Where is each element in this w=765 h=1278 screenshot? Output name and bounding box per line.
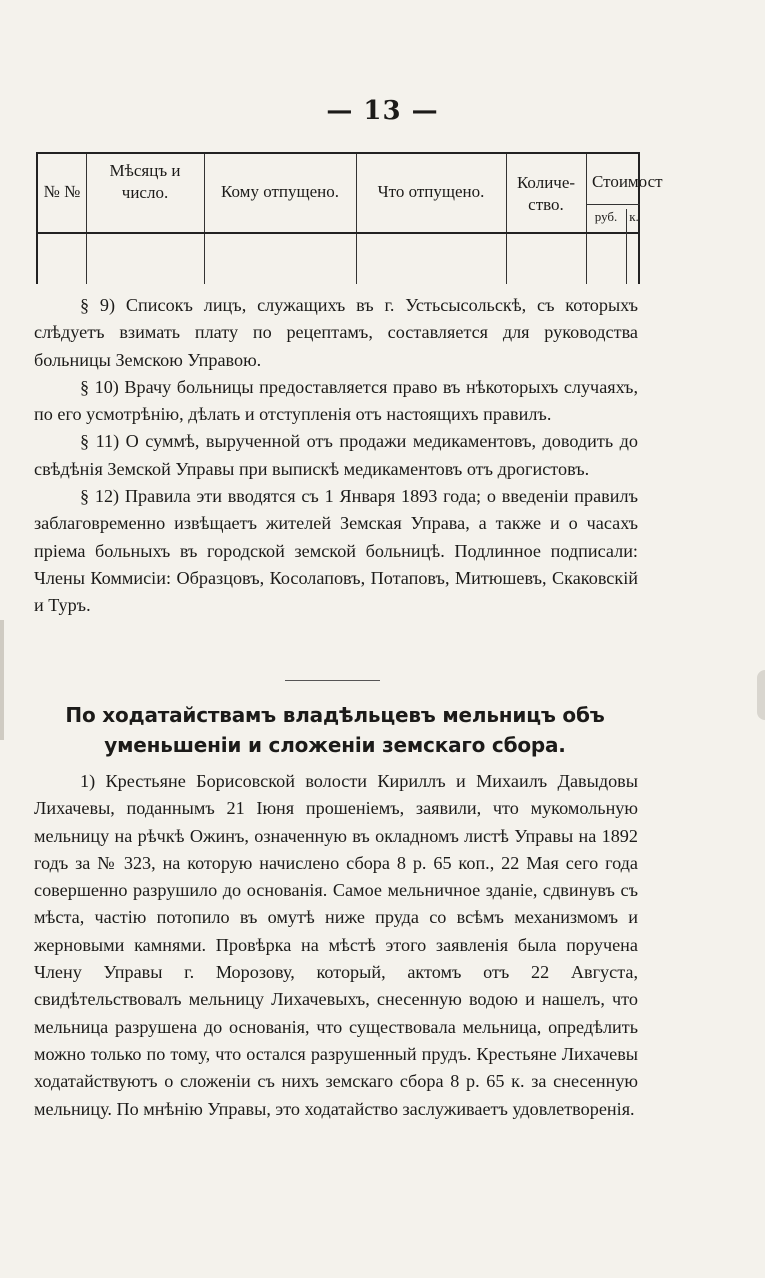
- rules-section: [34, 292, 638, 620]
- header-month-date: Мѣсяцъ и число.: [109, 161, 181, 202]
- page-edge-shadow: [0, 620, 4, 740]
- section-divider: [285, 680, 380, 681]
- header-recipient: Кому отпущено.: [221, 182, 339, 201]
- header-quantity: Количе-ство.: [516, 173, 576, 214]
- section-heading: По ходатайствамъ владѣльцевъ мельницъ объ уменьшеніи и сложеніи земскаго сбора.: [65, 703, 605, 757]
- page-number: — 13 —: [326, 96, 439, 126]
- header-item: Что отпущено.: [377, 182, 485, 201]
- kopeck-divider: [626, 232, 627, 284]
- binding-hole: [757, 670, 765, 720]
- paragraph: 1) Крестьяне Борисовской волости Кириллъ и Михаилъ Давыдовы Лихачевы, поданнымъ 21 Іюня прошеніемъ, заявили, что мукомольную мельницу на рѣчкѣ Ожинъ, означенную въ окладномъ листѣ Управы на 1892 годъ за № 323, на которую начислено сбора 8 р. 65 коп., 22 Мая сего года совершенно разрушило до основанія. Самое мельничное зданіе, сдвинувъ съ мѣста, частію потопило въ омутѣ ниже пруда со всѣмъ механизмомъ и жерновыми камнями. Провѣрка на мѣстѣ этого заявленія была поручена Члену Управы г. Морозову, который, актомъ отъ 22 Августа, свидѣтельствовалъ мельницу Лихачевыхъ, снесенную водою и нашелъ, что мельница разрушена до основанія, что существовала мельница, опредѣлить можно только по тому, что остался разрушенный прудъ. Крестьяне Лихачевы ходатайствуютъ о сложеніи съ нихъ земскаго сбора 8 р. 65 к. за снесенную мельницу. По мнѣнію Управы, это ходатайство заслуживаетъ удовлетворенія.: [34, 771, 638, 1119]
- cost-subheader: [586, 204, 640, 233]
- register-table: [36, 152, 663, 284]
- header-kopecks: к.: [626, 209, 641, 233]
- header-number: № №: [43, 182, 81, 201]
- paragraph: § 9) Списокъ лицъ, служащихъ въ г. Устьсысольскѣ, съ которыхъ слѣдуетъ взимать плату по рецептамъ, составляется для руководства больницы Земскою Управою.: [34, 295, 638, 370]
- paragraph: § 10) Врачу больницы предоставляется право въ нѣкоторыхъ случаяхъ, по его усмотрѣнію, дѣлать и отступленія отъ настоящихъ правилъ.: [34, 376, 638, 425]
- mills-section: [34, 768, 638, 1123]
- paragraph: § 11) О суммѣ, вырученной отъ продажи медикаментовъ, доводить до свѣдѣнія Земской Управы при выпискѣ медикаментовъ отъ дрогистовъ.: [34, 431, 638, 479]
- paragraph: § 12) Правила эти вводятся съ 1 Января 1893 года; о введеніи правилъ заблаговременно извѣщаетъ жителей Земская Управа, а также и о часахъ пріема больныхъ въ городской земской больницѣ. Подлинное подписали: Члены Коммисіи: Образцовъ, Косолаповъ, Потаповъ, Митюшевъ, Скаковскій и Туръ.: [34, 486, 638, 616]
- header-cost: Стоимост: [592, 172, 663, 191]
- header-rubles: руб.: [594, 209, 618, 224]
